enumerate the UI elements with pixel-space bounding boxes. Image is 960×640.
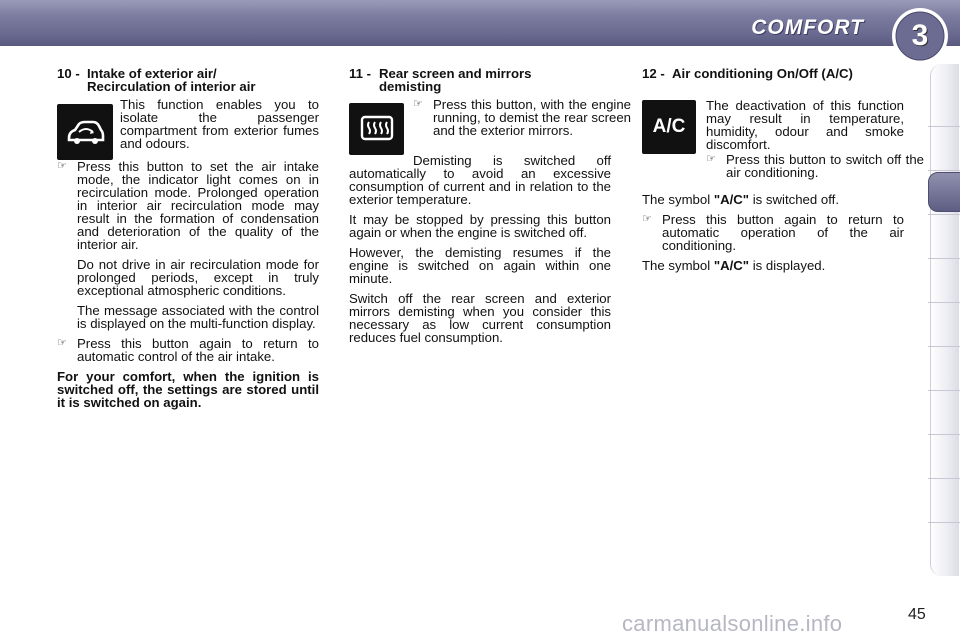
symbol-suffix: is displayed.: [752, 258, 826, 273]
tab-divider: [928, 170, 960, 171]
section-11-title-line2: demisting: [379, 79, 442, 94]
tab-divider: [928, 258, 960, 259]
section-10-para-2: Do not drive in air recirculation mode for prolonged periods, except in truly exceptional atmospheric conditions.: [77, 257, 319, 298]
section-12-heading: [642, 67, 904, 80]
section-11-number: 11 -: [349, 66, 371, 81]
rear-demist-icon: [349, 103, 404, 155]
section-12-symbol-off: [642, 193, 904, 206]
page-number: 45: [908, 606, 926, 623]
section-12-bullet-2-text: Press this button again to return to automatic operation of the air conditioning.: [662, 212, 904, 253]
tab-divider: [928, 214, 960, 215]
pointing-hand-icon: ☞: [57, 160, 67, 172]
section-10-title-line2: Recirculation of interior air: [87, 79, 256, 94]
chapter-index-tabs: [928, 64, 960, 576]
section-10-bullet-1-text: Press this button to set the air intake mode, the indicator light comes on in recirculation mode. Prolonged operation in interior air recirculation mode may result in the formation of condensation and deterioration of the quality of the interior air.: [77, 159, 319, 252]
section-12-bullet-1: [706, 153, 924, 179]
tab-divider: [928, 434, 960, 435]
tab-divider: [928, 126, 960, 127]
tab-strip: [930, 64, 959, 576]
section-12-intro: The deactivation of this function may result in temperature, humidity, odour and smoke discomfort.: [706, 98, 904, 152]
ac-icon-label: A/C: [652, 116, 686, 137]
symbol-prefix: The symbol: [642, 258, 711, 273]
section-11-title-line1: Rear screen and mirrors: [379, 66, 532, 81]
section-11-para-4: Switch off the rear screen and exterior mirrors demisting when you consider this necessary as low current consumption reduces fuel consumption.: [349, 291, 611, 345]
pointing-hand-icon: ☞: [57, 337, 67, 349]
section-10-bullet-2: [57, 337, 319, 363]
tab-divider: [928, 522, 960, 523]
section-11-para-2: It may be stopped by pressing this button again or when the engine is switched off.: [349, 212, 611, 240]
section-12-number: 12 -: [642, 66, 665, 81]
section-11-para-3: However, the demisting resumes if the engine is switched on again within one minute.: [349, 245, 611, 286]
symbol-prefix: The symbol: [642, 192, 711, 207]
section-11-bullet-1-text: Press this button, with the engine running, to demist the rear screen and the exterior mirrors.: [433, 97, 631, 138]
chapter-title: COMFORT: [751, 16, 864, 39]
section-12-bullet-2: [642, 213, 904, 252]
symbol-suffix: is switched off.: [752, 192, 839, 207]
watermark: carmanualsonline.info: [622, 611, 843, 636]
section-11-heading: [349, 67, 611, 93]
section-10-title-line1: Intake of exterior air/: [87, 66, 217, 81]
pointing-hand-icon: ☞: [413, 98, 423, 110]
section-10: [57, 67, 319, 416]
section-10-heading: [57, 67, 319, 93]
section-11: [349, 66, 631, 351]
section-10-bullet-1: [57, 160, 319, 251]
symbol-code: "A/C": [713, 192, 750, 207]
tab-divider: [928, 346, 960, 347]
section-10-bullet-2-text: Press this button again to return to automatic control of the air intake.: [77, 336, 319, 364]
section-10-bold-note: For your comfort, when the ignition is switched off, the settings are stored until it is switched on again.: [57, 369, 319, 410]
section-10-intro: This function enables you to isolate the passenger compartment from exterior fumes and odours.: [120, 97, 319, 151]
section-11-para-1: Demisting is switched off automatically to avoid an excessive consumption of current and in relation to the exterior temperature.: [349, 153, 611, 207]
section-12-bullet-1-text: Press this button to switch off the air conditioning.: [726, 152, 924, 180]
symbol-code: "A/C": [713, 258, 750, 273]
section-12-symbol-on: [642, 259, 904, 272]
pointing-hand-icon: ☞: [642, 213, 652, 225]
section-12-title: Air conditioning On/Off (A/C): [672, 66, 853, 81]
section-12: [642, 66, 924, 279]
ac-icon: [642, 100, 696, 154]
pointing-hand-icon: ☞: [706, 153, 716, 165]
tab-divider: [928, 302, 960, 303]
chapter-number: 3: [911, 19, 929, 52]
section-10-para-3: The message associated with the control is displayed on the multi-function display.: [77, 303, 319, 331]
car-recirculation-icon: [57, 104, 113, 160]
section-11-bullet-1: [413, 98, 631, 137]
section-10-number: 10 -: [57, 66, 80, 81]
tab-divider: [928, 478, 960, 479]
tab-divider: [928, 390, 960, 391]
tab-active-chapter[interactable]: [928, 172, 960, 212]
